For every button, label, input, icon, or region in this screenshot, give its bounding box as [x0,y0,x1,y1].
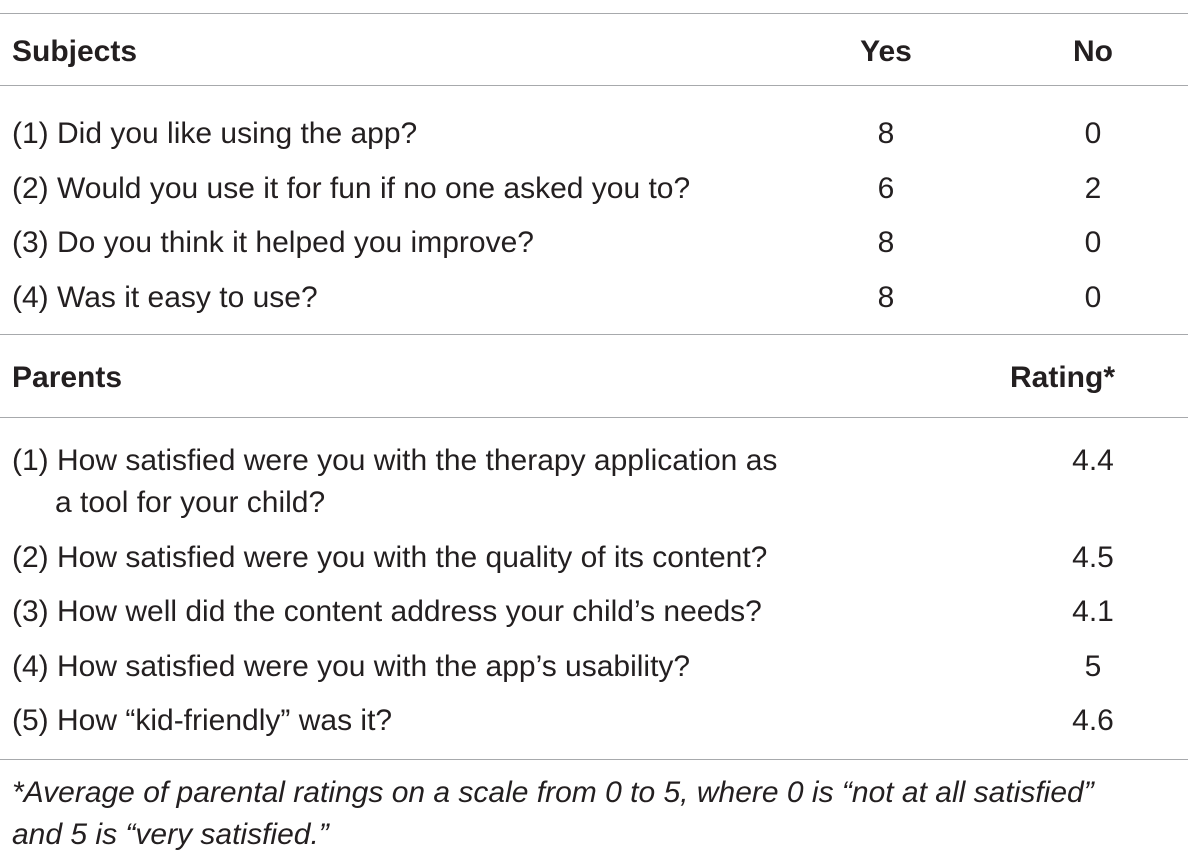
parents-question-1 [12,440,842,524]
parents-question-1-line2: a tool for your child? [55,486,326,519]
subjects-no-4: 0 [1084,281,1102,314]
parents-rating-4: 5 [1084,650,1102,683]
subjects-no-3: 0 [1084,226,1102,259]
rating-column-header: Rating* [1010,361,1115,394]
subjects-question-4: (4) Was it easy to use? [12,281,318,314]
subjects-yes-2: 6 [877,172,895,205]
yes-column-header: Yes [860,35,912,68]
subjects-yes-3: 8 [877,226,895,259]
table-bottom-rule [0,759,1188,760]
parents-question-5: (5) How “kid-friendly” was it? [12,704,393,737]
table-footnote [12,772,1192,856]
parents-question-3: (3) How well did the content address your child’s needs? [12,595,762,628]
parents-question-2: (2) How satisfied were you with the quality of its content? [12,541,768,574]
subjects-question-3: (3) Do you think it helped you improve? [12,226,534,259]
footnote-line-2: and 5 is “very satisfied.” [12,818,329,851]
parents-header-label: Parents [12,361,123,394]
subjects-question-1: (1) Did you like using the app? [12,117,418,150]
parents-rating-2: 4.5 [1072,541,1114,574]
parents-rating-3: 4.1 [1072,595,1114,628]
parents-question-1-line1: (1) How satisfied were you with the therapy application as [12,444,778,477]
parents-header-rule [0,417,1188,418]
header-rule [0,85,1188,86]
subjects-yes-4: 8 [877,281,895,314]
subjects-no-2: 2 [1084,172,1102,205]
parents-question-4: (4) How satisfied were you with the app’s usability? [12,650,691,683]
parents-rating-5: 4.6 [1072,704,1114,737]
footnote-line-1: *Average of parental ratings on a scale from 0 to 5, where 0 is “not at all satisfied” [12,776,1094,809]
table-top-rule [0,13,1188,14]
subjects-yes-1: 8 [877,117,895,150]
subjects-no-1: 0 [1084,117,1102,150]
subjects-header-label: Subjects [12,35,138,68]
parents-rating-1: 4.4 [1072,444,1114,477]
subjects-question-2: (2) Would you use it for fun if no one asked you to? [12,172,691,205]
section-rule [0,334,1188,335]
no-column-header: No [1073,35,1113,68]
